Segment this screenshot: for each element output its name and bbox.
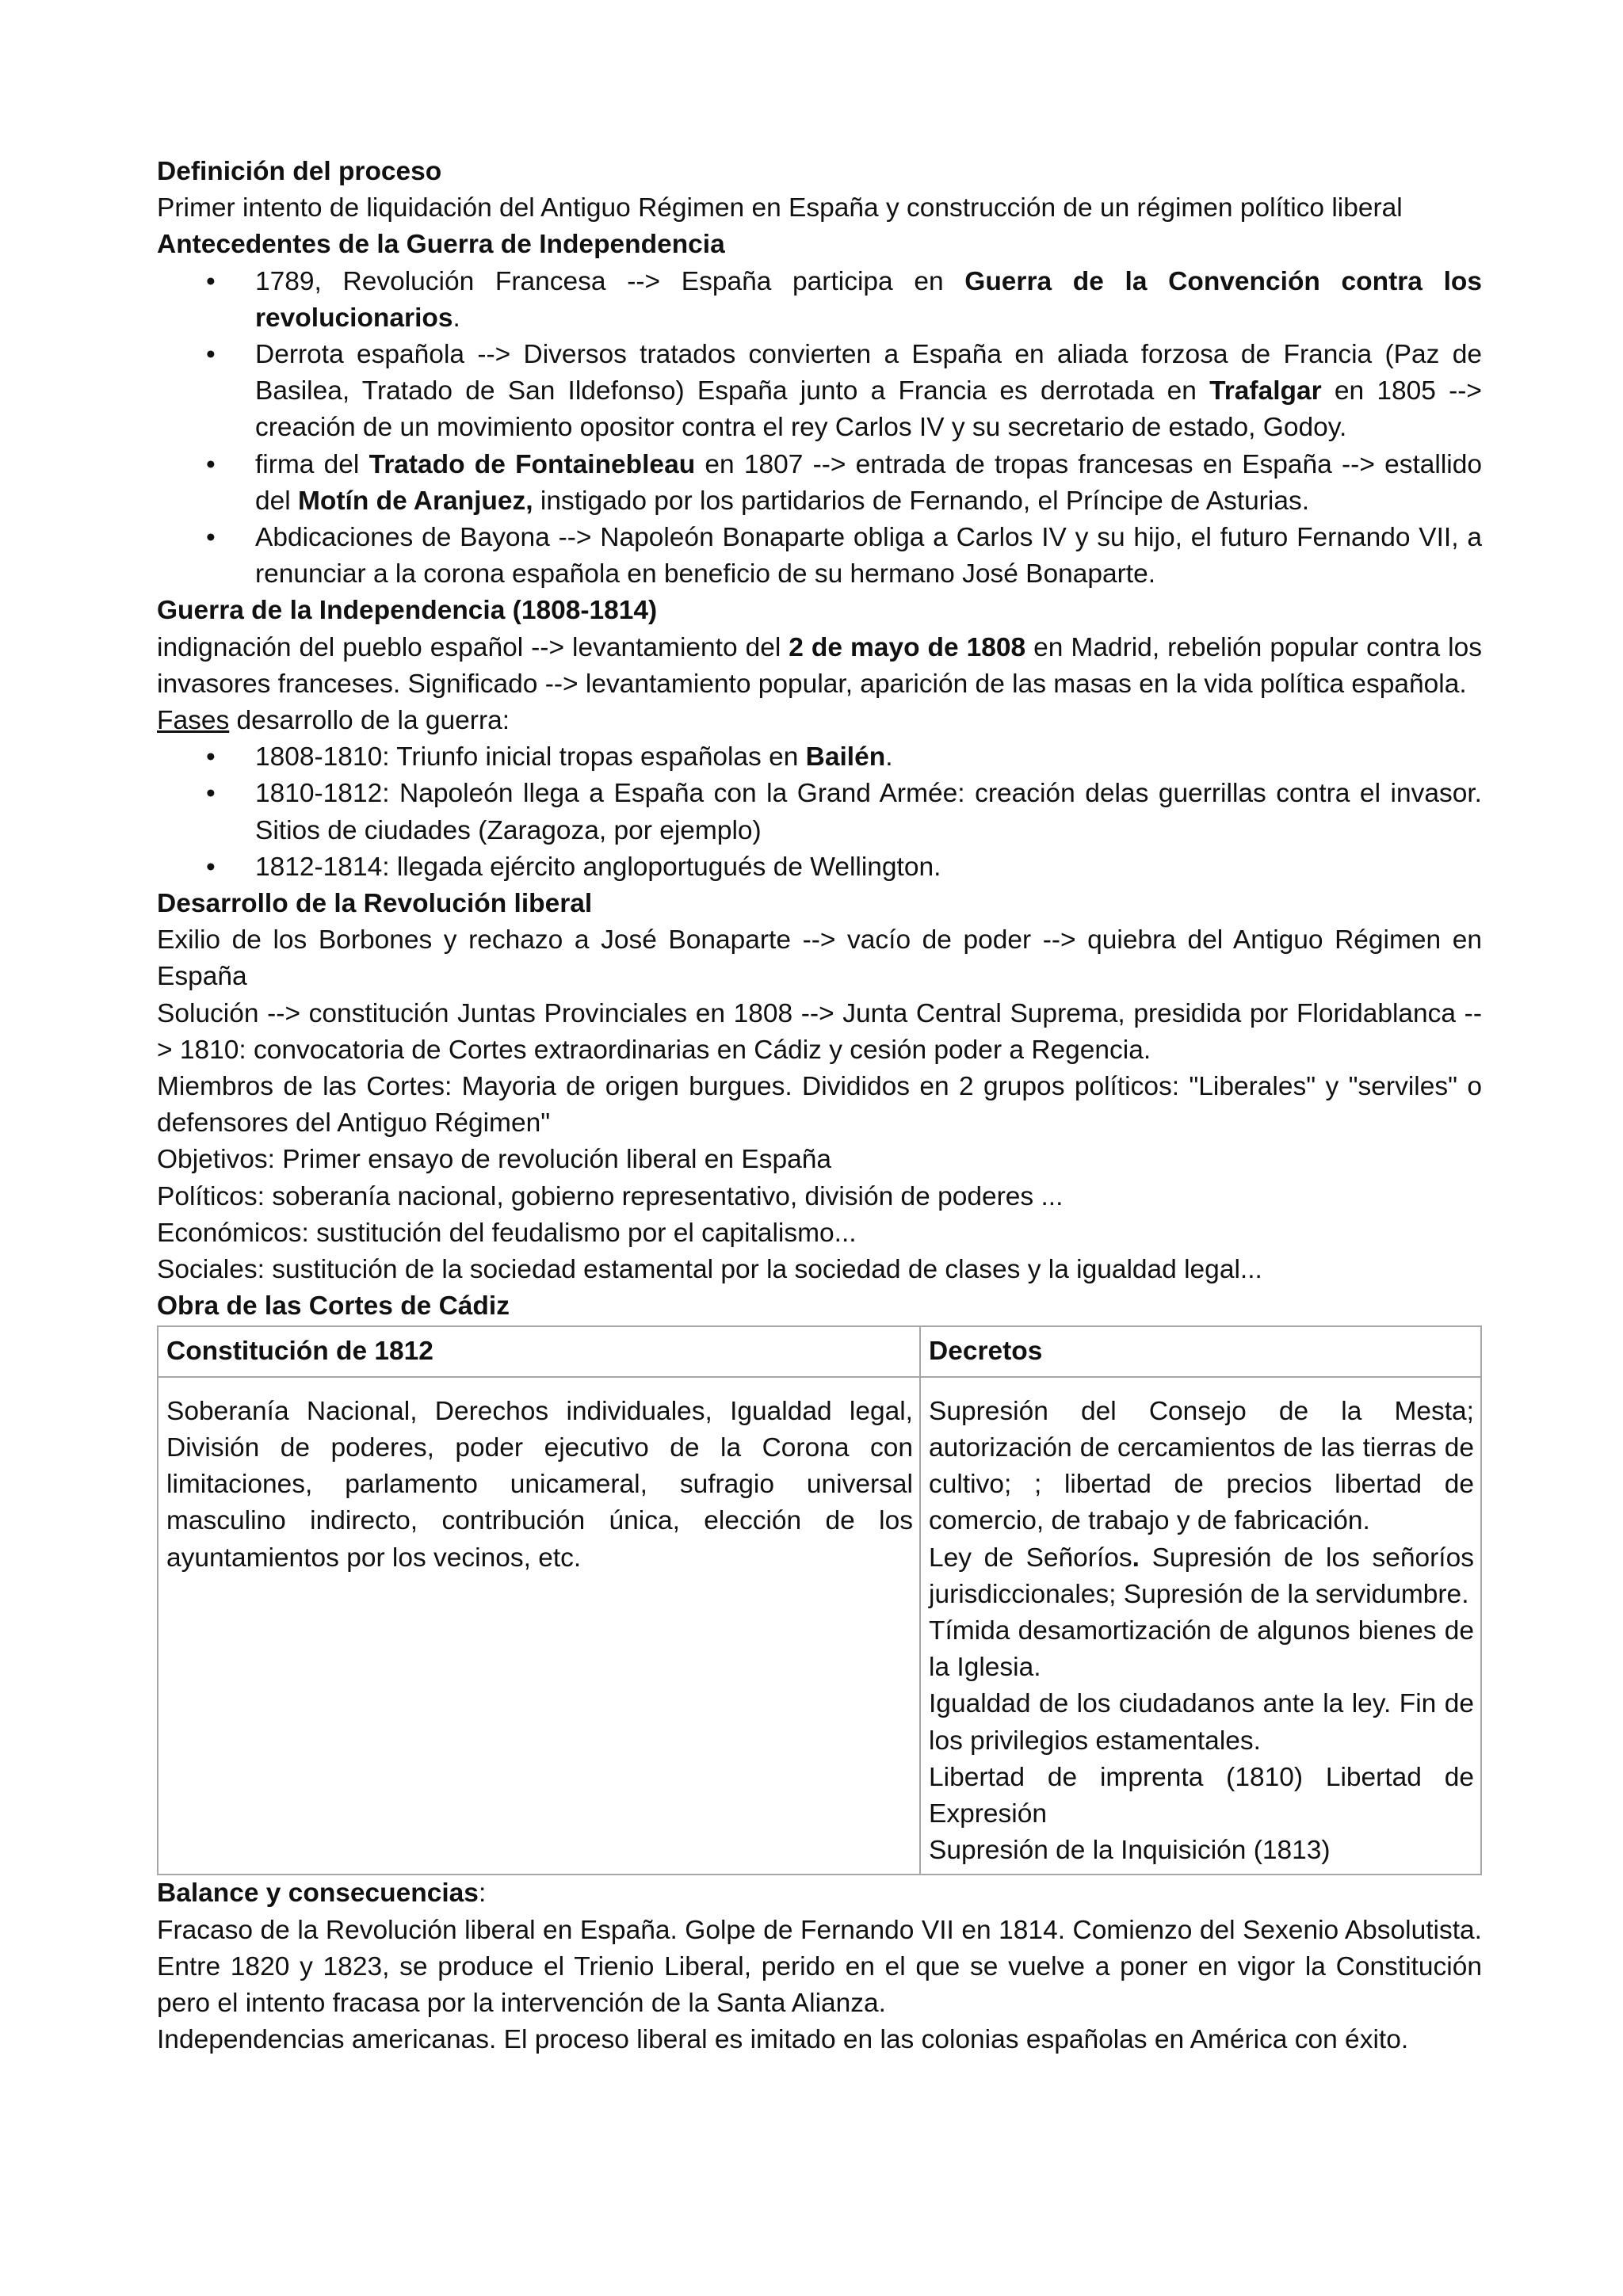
decreto-item: Ley de Señoríos. Supresión de los señoríos jurisdiccionales; Supresión de la servidumbre. [929, 1543, 1474, 1609]
table-row [158, 1377, 1481, 1875]
list-item: • 1812-1814: llegada ejército angloportugués de Wellington. [157, 849, 1482, 886]
balance-paragraph: Independencias americanas. El proceso liberal es imitado en las colonias españolas en América con éxito. [157, 2025, 1409, 2055]
cortes-table [157, 1325, 1482, 1876]
decretos-cell [920, 1377, 1481, 1875]
section-heading-antecedentes: Antecedentes de la Guerra de Independencia [157, 230, 725, 260]
balance-paragraph: Fracaso de la Revolución liberal en España. Golpe de Fernando VII en 1814. Comienzo del Sexenio Absolutista. Entre 1820 y 1823, se produce el Trienio Liberal, perido en el que se vuelve a poner en vigor la Constitución pero el intento fracasa por la intervención de la Santa Alianza. [157, 1915, 1482, 2018]
table-header-row [158, 1326, 1481, 1377]
desarrollo-paragraph: Objetivos: Primer ensayo de revolución liberal en España [157, 1145, 831, 1175]
constitucion-text: Soberanía Nacional, Derechos individuales, Igualdad legal, División de poderes, poder ejecutivo de la Corona con limitaciones, parlamento unicameral, sufragio universal masculino indirecto, contribución única, elección de los ayuntamientos por los vecinos, etc. [166, 1396, 913, 1573]
bold-term: Tratado de Fontainebleau [369, 449, 696, 479]
bold-term: Guerra de la Convención contra los revolucionarios [255, 266, 1482, 333]
fases-list [157, 739, 1482, 886]
list-item: • Abdicaciones de Bayona --> Napoleón Bonaparte obliga a Carlos IV y su hijo, el futuro Fernando VII, a renunciar a la corona española en beneficio de su hermano José Bonaparte. [157, 520, 1482, 593]
bold-term: Motín de Aranjuez, [298, 486, 533, 516]
antecedentes-list [157, 264, 1482, 593]
desarrollo-paragraph: Solución --> constitución Juntas Provinciales en 1808 --> Junta Central Suprema, presidida por Floridablanca --> 1810: convocatoria de Cortes extraordinarias en Cádiz y cesión poder a Regencia. [157, 998, 1482, 1065]
document-page [157, 154, 1482, 2058]
list-item: • 1808-1810: Triunfo inicial tropas españolas en Bailén. [157, 739, 1482, 776]
fases-label: Fases [157, 706, 230, 736]
balance-heading-line: Balance y consecuencias: [157, 1878, 487, 1909]
fases-intro: Fases desarrollo de la guerra: [157, 706, 510, 736]
section-heading-guerra: Guerra de la Independencia (1808-1814) [157, 596, 658, 626]
section-heading-balance: Balance y consecuencias [157, 1878, 479, 1909]
list-item: • 1789, Revolución Francesa --> España participa en Guerra de la Convención contra los revolucionarios. [157, 264, 1482, 337]
desarrollo-paragraph: Económicos: sustitución del feudalismo por el capitalismo... [157, 1218, 857, 1248]
decreto-item: Libertad de imprenta (1810) Libertad de Expresión [929, 1762, 1474, 1829]
list-item: • 1810-1812: Napoleón llega a España con la Grand Armée: creación delas guerrillas contra el invasor. Sitios de ciudades (Zaragoza, por ejemplo) [157, 776, 1482, 849]
column-header-decretos: Decretos [920, 1326, 1481, 1377]
desarrollo-paragraph: Sociales: sustitución de la sociedad estamental por la sociedad de clases y la igualdad legal... [157, 1255, 1262, 1285]
bold-term: Bailén [805, 742, 886, 772]
list-item: • Derrota española --> Diversos tratados convierten a España en aliada forzosa de Francia (Paz de Basilea, Tratado de San Ildefonso) España junto a Francia es derrotada en Trafalgar en 1805 --> creación de un movimiento opositor contra el rey Carlos IV y su secretario de estado, Godoy. [157, 337, 1482, 447]
desarrollo-paragraph: Políticos: soberanía nacional, gobierno representativo, división de poderes ... [157, 1181, 1064, 1211]
section-heading-desarrollo: Desarrollo de la Revolución liberal [157, 889, 593, 919]
decreto-item: Igualdad de los ciudadanos ante la ley. Fin de los privilegios estamentales. [929, 1689, 1474, 1756]
guerra-text: indignación del pueblo español --> levantamiento del 2 de mayo de 1808 en Madrid, rebelión popular contra los invasores franceses. Significado --> levantamiento popular, aparición de las masas en la vida política española. [157, 632, 1482, 699]
bold-term: 2 de mayo de 1808 [789, 632, 1026, 662]
list-item: • firma del Tratado de Fontainebleau en 1807 --> entrada de tropas francesas en España --> estallido del Motín de Aranjuez, instigado por los partidarios de Fernando, el Príncipe de Asturias. [157, 447, 1482, 520]
section-heading-obra: Obra de las Cortes de Cádiz [157, 1291, 510, 1322]
constitucion-cell [158, 1377, 920, 1875]
section-heading-definicion: Definición del proceso [157, 157, 442, 186]
decreto-item: Supresión del Consejo de la Mesta; autorización de cercamientos de las tierras de cultivo; ; libertad de precios libertad de comercio, de trabajo y de fabricación. [929, 1396, 1474, 1536]
decreto-item: Tímida desamortización de algunos bienes de la Iglesia. [929, 1615, 1474, 1683]
column-header-constitucion: Constitución de 1812 [158, 1326, 920, 1377]
decreto-item: Supresión de la Inquisición (1813) [929, 1836, 1331, 1866]
desarrollo-paragraph: Miembros de las Cortes: Mayoria de origen burgues. Divididos en 2 grupos políticos: "Liberales" y "serviles" o defensores del Antiguo Régimen" [157, 1072, 1482, 1138]
desarrollo-paragraph: Exilio de los Borbones y rechazo a José Bonaparte --> vacío de poder --> quiebra del Antiguo Régimen en España [157, 925, 1482, 992]
bold-term: Trafalgar [1209, 376, 1322, 406]
definicion-text: Primer intento de liquidación del Antiguo Régimen en España y construcción de un régimen político liberal [157, 193, 1403, 223]
